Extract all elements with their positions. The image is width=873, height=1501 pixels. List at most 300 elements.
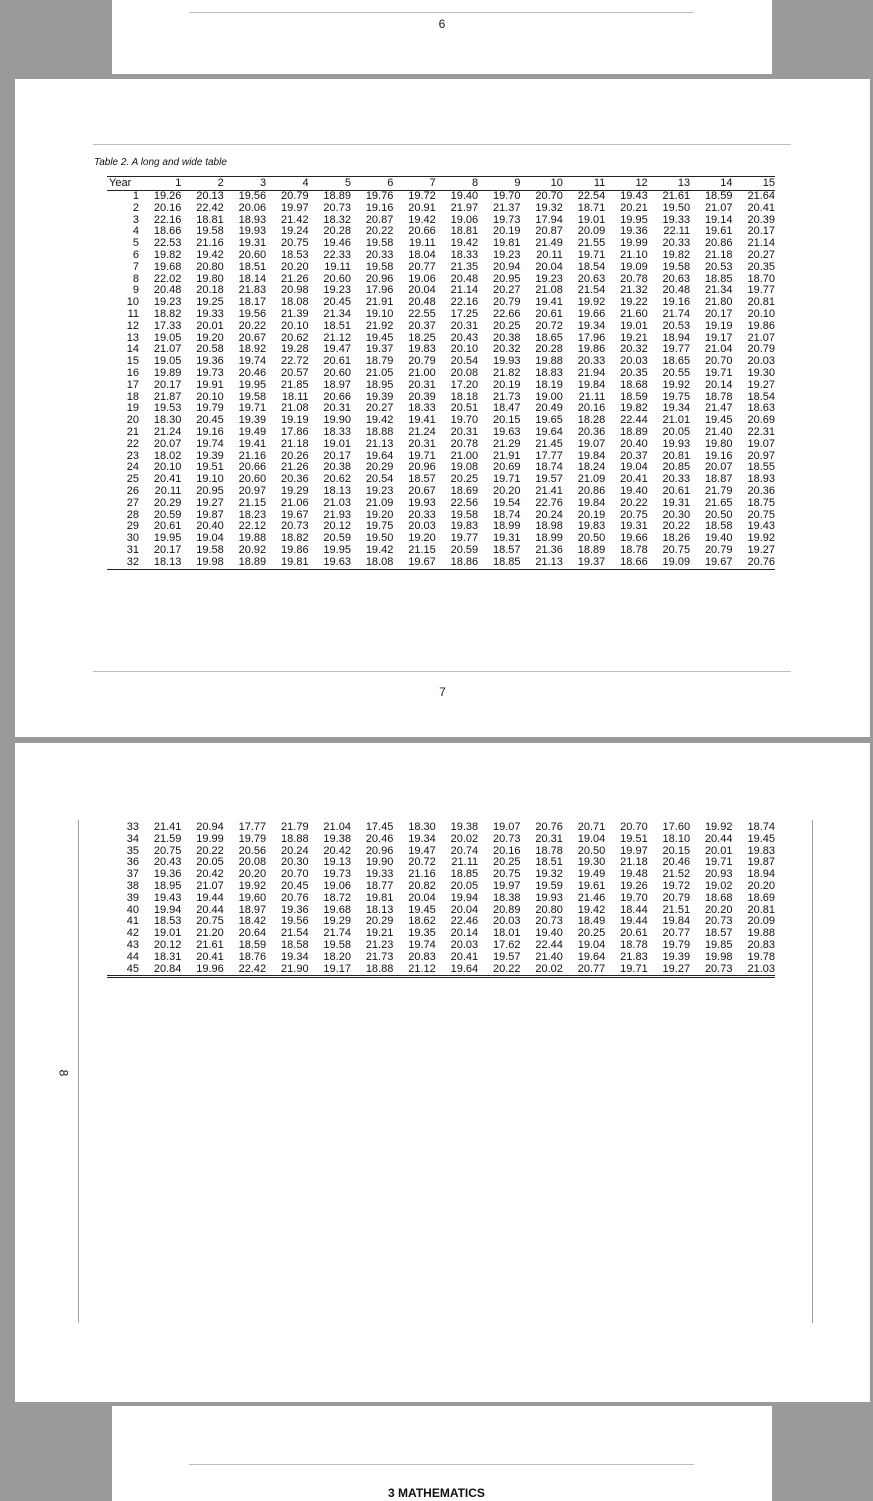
table-row (107, 881, 775, 893)
value-cell: 18.81 (196, 213, 224, 226)
value-cell: 20.22 (365, 225, 394, 238)
value-cell: 20.50 (704, 508, 733, 521)
value-cell: 18.95 (365, 378, 394, 391)
value-cell: 19.34 (577, 319, 606, 332)
value-cell: 19.83 (747, 844, 775, 857)
value-cell: 19.96 (196, 962, 224, 975)
value-cell: 20.36 (747, 484, 775, 497)
value-cell: 20.13 (196, 190, 224, 202)
year-cell: 19 (126, 402, 139, 415)
value-cell: 19.84 (577, 378, 606, 391)
value-cell: 20.64 (238, 927, 267, 940)
table-row (107, 952, 775, 964)
value-cell: 19.84 (662, 915, 691, 928)
value-cell: 21.90 (281, 962, 309, 975)
value-cell: 21.49 (535, 237, 563, 250)
value-cell: 22.72 (281, 355, 309, 368)
value-cell: 22.16 (450, 296, 479, 309)
value-cell: 19.34 (281, 950, 309, 963)
value-cell: 19.88 (535, 355, 563, 368)
header-rule (93, 144, 791, 145)
value-cell: 20.46 (238, 366, 267, 379)
value-cell: 18.51 (323, 319, 351, 332)
table-row (107, 321, 775, 333)
value-cell: 19.77 (747, 284, 775, 297)
value-cell: 21.51 (662, 903, 691, 916)
value-cell: 20.48 (662, 284, 691, 297)
value-cell: 20.32 (620, 343, 648, 356)
value-cell: 19.05 (153, 355, 182, 368)
table-row (107, 427, 775, 439)
value-cell: 19.88 (238, 532, 267, 545)
value-cell: 19.81 (492, 237, 521, 250)
value-cell: 22.44 (535, 938, 563, 951)
value-cell: 20.29 (153, 496, 182, 509)
value-cell: 19.24 (281, 225, 309, 238)
value-cell: 20.60 (323, 272, 351, 285)
value-cell: 20.50 (577, 844, 606, 857)
value-cell: 20.46 (662, 856, 691, 869)
value-cell: 19.36 (153, 868, 182, 881)
year-cell: 22 (126, 437, 139, 450)
value-cell: 18.14 (238, 272, 267, 285)
value-cell: 19.50 (662, 201, 691, 214)
value-cell: 19.41 (535, 296, 563, 309)
value-cell: 20.04 (408, 284, 436, 297)
value-cell: 20.48 (450, 272, 479, 285)
value-cell: 18.87 (704, 473, 733, 486)
year-cell: 8 (132, 272, 139, 285)
value-cell: 20.10 (153, 461, 182, 474)
value-cell: 20.29 (365, 461, 394, 474)
value-cell: 20.79 (492, 296, 521, 309)
value-cell: 19.93 (238, 225, 267, 238)
value-cell: 18.78 (535, 844, 563, 857)
value-cell: 18.55 (747, 461, 775, 474)
column-header: 6 (351, 177, 393, 191)
value-cell: 21.08 (281, 402, 309, 415)
value-cell: 18.78 (620, 938, 648, 951)
value-cell: 18.38 (492, 891, 521, 904)
value-cell: 20.59 (450, 543, 479, 556)
value-cell: 19.45 (408, 903, 436, 916)
value-cell: 19.95 (153, 532, 182, 545)
value-cell: 20.46 (365, 832, 394, 845)
page-number: 8 (56, 1069, 71, 1077)
value-cell: 20.31 (450, 319, 479, 332)
left-rule (78, 820, 79, 1323)
value-cell: 20.61 (323, 355, 351, 368)
year-cell: 24 (126, 461, 139, 474)
table-row (107, 203, 775, 215)
value-cell: 20.75 (662, 543, 691, 556)
value-cell: 19.56 (238, 307, 267, 320)
value-cell: 20.04 (408, 891, 436, 904)
value-cell: 19.83 (450, 520, 479, 533)
value-cell: 21.60 (620, 307, 648, 320)
table-row (107, 368, 775, 380)
value-cell: 20.31 (323, 402, 351, 415)
value-cell: 20.75 (620, 508, 648, 521)
value-cell: 18.83 (535, 366, 563, 379)
value-cell: 20.03 (620, 355, 648, 368)
value-cell: 19.39 (196, 449, 224, 462)
value-cell: 18.54 (577, 260, 606, 273)
value-cell: 19.74 (238, 355, 267, 368)
value-cell: 20.48 (408, 296, 436, 309)
value-cell: 20.28 (323, 225, 351, 238)
value-cell: 20.77 (408, 260, 436, 273)
value-cell: 21.82 (492, 366, 521, 379)
value-cell: 20.22 (662, 520, 691, 533)
value-cell: 20.56 (238, 844, 267, 857)
value-cell: 21.73 (365, 950, 394, 963)
value-cell: 21.36 (535, 543, 563, 556)
value-cell: 20.41 (153, 473, 182, 486)
column-header: 10 (521, 177, 563, 191)
value-cell: 19.71 (704, 856, 733, 869)
value-cell: 19.31 (620, 520, 648, 533)
value-cell: 19.77 (450, 532, 479, 545)
year-cell: 12 (126, 319, 139, 332)
value-cell: 21.52 (662, 868, 691, 881)
value-cell: 19.56 (238, 190, 267, 202)
value-cell: 19.61 (704, 225, 733, 238)
value-cell: 19.06 (408, 272, 436, 285)
value-cell: 18.93 (747, 473, 775, 486)
value-cell: 19.83 (577, 520, 606, 533)
value-cell: 20.08 (238, 856, 267, 869)
value-cell: 20.17 (153, 543, 182, 556)
value-cell: 20.08 (450, 366, 479, 379)
value-cell: 20.97 (238, 484, 267, 497)
value-cell: 22.56 (450, 496, 479, 509)
value-cell: 19.64 (365, 449, 394, 462)
value-cell: 19.47 (323, 343, 351, 356)
value-cell: 20.21 (620, 201, 648, 214)
value-cell: 20.97 (747, 449, 775, 462)
value-cell: 17.77 (535, 449, 563, 462)
value-cell: 19.70 (620, 891, 648, 904)
value-cell: 17.94 (535, 213, 563, 226)
header-rule (189, 1464, 694, 1465)
value-cell: 20.35 (620, 366, 648, 379)
value-cell: 18.88 (365, 962, 394, 975)
value-cell: 20.61 (535, 307, 563, 320)
value-cell: 20.37 (408, 319, 436, 332)
value-cell: 19.04 (577, 938, 606, 951)
value-cell: 19.82 (662, 248, 691, 261)
value-cell: 20.71 (577, 821, 606, 833)
value-cell: 20.67 (238, 331, 267, 344)
value-cell: 20.74 (450, 844, 479, 857)
value-cell: 17.62 (492, 938, 521, 951)
value-cell: 18.01 (492, 927, 521, 940)
value-cell: 18.82 (281, 532, 309, 545)
value-cell: 20.69 (747, 414, 775, 427)
value-cell: 19.97 (492, 879, 521, 892)
page-number: 7 (439, 685, 446, 699)
value-cell: 19.92 (662, 378, 691, 391)
value-cell: 18.59 (620, 390, 648, 403)
value-cell: 19.73 (323, 868, 351, 881)
value-cell: 19.51 (196, 461, 224, 474)
value-cell: 19.58 (196, 543, 224, 556)
value-cell: 20.36 (281, 473, 309, 486)
table-row (107, 191, 775, 203)
value-cell: 19.78 (747, 950, 775, 963)
year-cell: 7 (132, 260, 139, 273)
value-cell: 19.40 (620, 484, 648, 497)
value-cell: 18.78 (704, 390, 733, 403)
value-cell: 20.75 (747, 508, 775, 521)
value-cell: 20.81 (747, 903, 775, 916)
value-cell: 21.34 (704, 284, 733, 297)
value-cell: 19.42 (365, 414, 394, 427)
value-cell: 22.66 (492, 307, 521, 320)
value-cell: 19.94 (450, 891, 479, 904)
value-cell: 21.23 (365, 938, 394, 951)
value-cell: 19.43 (620, 190, 648, 202)
value-cell: 19.73 (196, 366, 224, 379)
value-cell: 20.17 (323, 449, 351, 462)
value-cell: 20.70 (620, 821, 648, 833)
value-cell: 19.93 (662, 437, 691, 450)
value-cell: 19.71 (577, 248, 606, 261)
value-cell: 19.74 (196, 437, 224, 450)
value-cell: 22.54 (577, 190, 606, 202)
value-cell: 19.23 (153, 296, 182, 309)
value-cell: 19.92 (577, 296, 606, 309)
value-cell: 20.77 (577, 962, 606, 975)
value-cell: 19.92 (238, 879, 267, 892)
value-cell: 19.81 (365, 891, 394, 904)
value-cell: 18.89 (577, 543, 606, 556)
value-cell: 17.45 (365, 821, 394, 833)
value-cell: 19.75 (365, 520, 394, 533)
value-cell: 19.98 (196, 555, 224, 568)
value-cell: 20.49 (535, 402, 563, 415)
value-cell: 21.04 (323, 821, 351, 833)
value-cell: 18.76 (238, 950, 267, 963)
value-cell: 19.41 (408, 414, 436, 427)
value-cell: 19.32 (535, 201, 563, 214)
value-cell: 19.86 (577, 343, 606, 356)
value-cell: 20.96 (408, 461, 436, 474)
value-cell: 19.95 (238, 378, 267, 391)
value-cell: 19.17 (704, 331, 733, 344)
value-cell: 20.63 (577, 272, 606, 285)
table-row (107, 964, 775, 977)
value-cell: 19.11 (324, 260, 351, 273)
year-cell: 34 (126, 832, 139, 845)
value-cell: 21.14 (747, 237, 775, 250)
value-cell: 20.40 (620, 437, 648, 450)
value-cell: 20.61 (153, 520, 182, 533)
value-cell: 20.70 (281, 868, 309, 881)
value-cell: 19.42 (450, 237, 479, 250)
value-cell: 19.79 (662, 938, 691, 951)
value-cell: 19.42 (577, 903, 606, 916)
value-cell: 19.77 (662, 343, 691, 356)
value-cell: 18.86 (450, 555, 479, 568)
value-cell: 21.40 (535, 950, 563, 963)
value-cell: 19.47 (408, 844, 436, 857)
value-cell: 20.75 (196, 915, 224, 928)
value-cell: 20.25 (492, 856, 521, 869)
value-cell: 20.83 (747, 938, 775, 951)
value-cell: 20.58 (196, 343, 224, 356)
table-row (107, 940, 775, 952)
value-cell: 18.77 (365, 879, 394, 892)
value-cell: 19.09 (620, 260, 648, 273)
value-cell: 19.34 (408, 832, 436, 845)
value-cell: 18.68 (704, 891, 733, 904)
right-rule (812, 820, 813, 1323)
year-cell: 31 (126, 543, 139, 556)
value-cell: 18.10 (662, 832, 691, 845)
column-header: 2 (181, 177, 223, 191)
value-cell: 18.13 (365, 903, 394, 916)
value-cell: 19.19 (281, 414, 309, 427)
value-cell: 20.66 (323, 390, 351, 403)
year-cell: 21 (126, 425, 139, 438)
value-cell: 18.57 (492, 543, 521, 556)
value-cell: 20.07 (153, 437, 182, 450)
value-cell: 20.87 (365, 213, 394, 226)
value-cell: 19.16 (704, 449, 733, 462)
value-cell: 20.25 (450, 473, 479, 486)
value-cell: 20.79 (747, 343, 775, 356)
value-cell: 20.22 (238, 319, 267, 332)
value-cell: 19.88 (747, 927, 775, 940)
value-cell: 20.53 (662, 319, 691, 332)
value-cell: 19.20 (196, 331, 224, 344)
value-cell: 19.63 (492, 425, 521, 438)
value-cell: 20.73 (492, 832, 521, 845)
value-cell: 19.10 (365, 307, 394, 320)
value-cell: 19.26 (153, 190, 182, 202)
value-cell: 19.27 (747, 378, 775, 391)
value-cell: 20.12 (323, 520, 351, 533)
value-cell: 18.89 (323, 190, 351, 202)
data-table-part-2 (107, 822, 775, 978)
value-cell: 20.20 (281, 260, 309, 273)
value-cell: 20.14 (704, 378, 733, 391)
column-header: 12 (605, 177, 647, 191)
value-cell: 19.44 (620, 915, 648, 928)
value-cell: 19.90 (323, 414, 351, 427)
value-cell: 19.26 (620, 879, 648, 892)
value-cell: 18.65 (662, 355, 691, 368)
value-cell: 19.97 (620, 844, 648, 857)
value-cell: 20.45 (323, 296, 351, 309)
value-cell: 20.14 (450, 927, 479, 940)
value-cell: 20.01 (196, 319, 224, 332)
value-cell: 18.75 (747, 496, 775, 509)
value-cell: 19.57 (492, 950, 521, 963)
value-cell: 20.20 (747, 879, 775, 892)
value-cell: 19.91 (196, 378, 224, 391)
value-cell: 18.08 (281, 296, 309, 309)
value-cell: 19.45 (704, 414, 733, 427)
value-cell: 20.80 (196, 260, 224, 273)
year-cell: 30 (126, 532, 139, 545)
column-header: 7 (393, 177, 435, 191)
value-cell: 21.16 (408, 868, 436, 881)
value-cell: 19.80 (704, 437, 733, 450)
value-cell: 19.20 (408, 532, 436, 545)
value-cell: 20.50 (577, 532, 606, 545)
year-cell: 29 (126, 520, 139, 533)
value-cell: 19.04 (577, 832, 606, 845)
value-cell: 18.53 (281, 248, 309, 261)
value-cell: 21.12 (323, 331, 351, 344)
year-cell: 13 (126, 331, 139, 344)
value-cell: 18.85 (492, 555, 521, 568)
value-cell: 20.73 (281, 520, 309, 533)
value-cell: 19.79 (196, 402, 224, 415)
value-cell: 19.86 (281, 543, 309, 556)
value-cell: 21.18 (281, 437, 309, 450)
value-cell: 18.26 (662, 532, 691, 545)
header-rule (189, 12, 694, 13)
value-cell: 19.35 (408, 927, 436, 940)
value-cell: 19.11 (409, 237, 436, 250)
chapter-heading: 3 MATHEMATICS (388, 1486, 485, 1500)
column-header: 8 (436, 177, 478, 191)
value-cell: 21.54 (577, 284, 606, 297)
value-cell: 19.25 (196, 296, 224, 309)
value-cell: 19.87 (196, 508, 224, 521)
value-cell: 19.71 (238, 402, 267, 415)
value-cell: 19.94 (153, 903, 182, 916)
value-cell: 19.58 (323, 938, 351, 951)
column-header: 3 (224, 177, 266, 191)
year-cell: 15 (126, 355, 139, 368)
value-cell: 20.45 (196, 414, 224, 427)
value-cell: 19.84 (577, 496, 606, 509)
column-header: 9 (478, 177, 520, 191)
value-cell: 20.24 (535, 508, 563, 521)
value-cell: 22.11 (663, 225, 691, 238)
value-cell: 19.49 (577, 868, 606, 881)
value-cell: 19.71 (620, 962, 648, 975)
value-cell: 19.59 (535, 879, 563, 892)
value-cell: 20.79 (281, 190, 309, 202)
table-row (107, 834, 775, 846)
value-cell: 20.91 (408, 201, 436, 214)
value-cell: 20.69 (492, 461, 521, 474)
value-cell: 19.68 (153, 260, 182, 273)
value-cell: 19.73 (492, 213, 521, 226)
value-cell: 20.12 (153, 938, 182, 951)
value-cell: 19.32 (535, 868, 563, 881)
value-cell: 19.49 (238, 425, 267, 438)
value-cell: 19.64 (577, 950, 606, 963)
value-cell: 21.15 (238, 496, 267, 509)
value-cell: 18.62 (408, 915, 436, 928)
value-cell: 19.43 (747, 520, 775, 533)
year-cell: 20 (126, 414, 139, 427)
value-cell: 20.57 (281, 366, 309, 379)
value-cell: 19.95 (323, 543, 351, 556)
value-cell: 20.01 (704, 844, 733, 857)
value-cell: 19.22 (620, 296, 648, 309)
value-cell: 20.83 (408, 950, 436, 963)
value-cell: 21.24 (153, 425, 182, 438)
year-cell: 38 (126, 879, 139, 892)
